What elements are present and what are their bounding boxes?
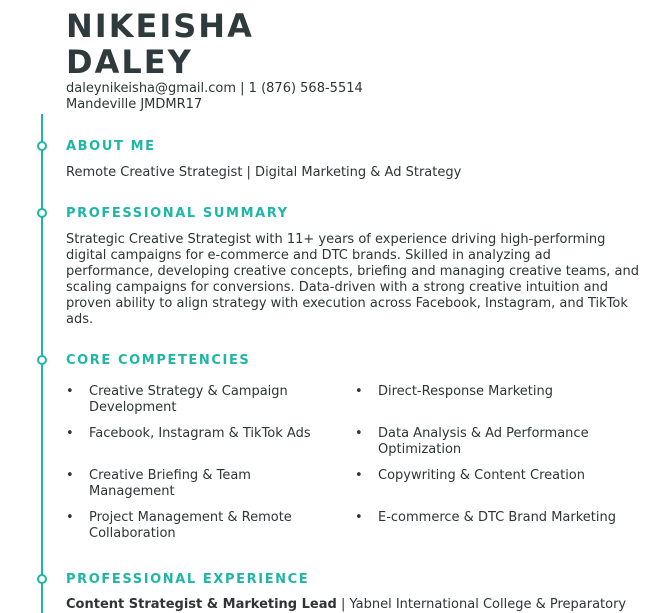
about-text: Remote Creative Strategist | Digital Marketing & Ad Strategy <box>66 165 462 180</box>
competency-line: Direct-Response Marketing <box>378 384 553 399</box>
bullet-icon: • <box>355 426 363 441</box>
competency-item <box>89 384 329 416</box>
location: Mandeville JMDMR17 <box>66 97 203 112</box>
summary-line: performance, developing creative concepts, briefing and managing creative teams, and <box>66 264 639 279</box>
bullet-icon: • <box>355 384 363 399</box>
summary-title: PROFESSIONAL SUMMARY <box>66 206 289 221</box>
summary-text <box>66 232 646 328</box>
competency-item <box>378 426 648 458</box>
competency-item <box>378 384 648 400</box>
timeline-dot-competencies <box>37 355 47 365</box>
bullet-icon: • <box>66 510 74 525</box>
bullet-icon: • <box>355 510 363 525</box>
about-title: ABOUT ME <box>66 139 156 154</box>
competency-line: Management <box>89 484 175 499</box>
timeline-dot-experience <box>37 574 47 584</box>
job-organization: Yabnel International College & Preparatory <box>349 597 627 612</box>
bullet-icon: • <box>66 384 74 399</box>
job-heading <box>66 597 626 613</box>
bullet-icon: • <box>66 426 74 441</box>
contact-block <box>66 81 363 113</box>
job-role: Content Strategist & Marketing Lead <box>66 597 337 612</box>
competency-item <box>378 468 648 484</box>
summary-line: ads. <box>66 312 94 327</box>
competency-line: Development <box>89 400 177 415</box>
timeline-dot-summary <box>37 208 47 218</box>
bullet-icon: • <box>66 468 74 483</box>
competency-item <box>378 510 648 526</box>
competency-line: Collaboration <box>89 526 176 541</box>
summary-line: proven ability to align strategy with execution across Facebook, Instagram, and TikTok <box>66 296 628 311</box>
competency-line: Project Management & Remote <box>89 510 292 525</box>
experience-title: PROFESSIONAL EXPERIENCE <box>66 572 310 587</box>
contact-line: daleynikeisha@gmail.com | 1 (876) 568-5514 <box>66 81 363 96</box>
summary-line: scaling campaigns for conversions. Data-driven with a strong creative intuition and <box>66 280 609 295</box>
first-name: NIKEISHA <box>66 7 254 45</box>
job-separator: | <box>336 597 350 612</box>
competency-item <box>89 468 329 500</box>
candidate-name <box>66 8 254 80</box>
summary-line: digital campaigns for e-commerce and DTC brands. Skilled in analyzing ad <box>66 248 551 263</box>
competency-line: Creative Briefing & Team <box>89 468 251 483</box>
bullet-icon: • <box>355 468 363 483</box>
competency-line: Creative Strategy & Campaign <box>89 384 288 399</box>
competency-line: Copywriting & Content Creation <box>378 468 586 483</box>
timeline-dot-about <box>37 141 47 151</box>
competency-item <box>89 510 329 542</box>
competency-line: Data Analysis & Ad Performance <box>378 426 589 441</box>
last-name: DALEY <box>66 43 193 81</box>
summary-line: Strategic Creative Strategist with 11+ years of experience driving high-performing <box>66 232 606 247</box>
competency-line: E-commerce & DTC Brand Marketing <box>378 510 616 525</box>
competency-item <box>89 426 329 442</box>
competency-line: Optimization <box>378 442 462 457</box>
competency-line: Facebook, Instagram & TikTok Ads <box>89 426 311 441</box>
competencies-title: CORE COMPETENCIES <box>66 353 251 368</box>
